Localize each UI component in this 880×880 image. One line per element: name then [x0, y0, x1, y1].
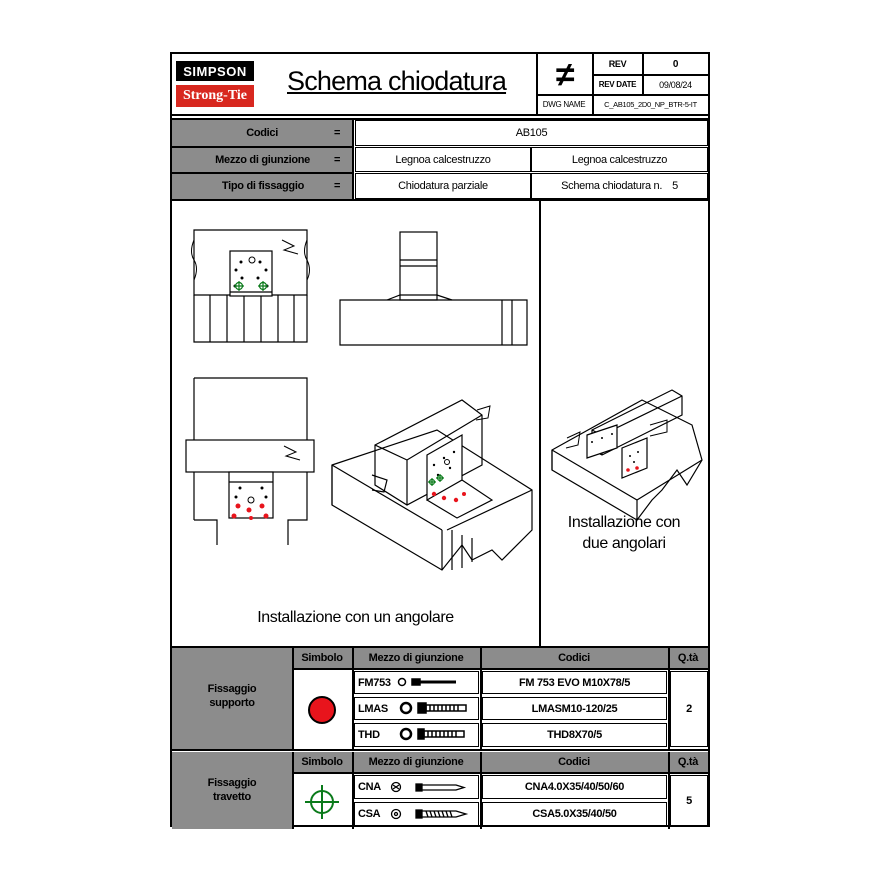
info-value-mezzo-right: Legnoa calcestruzzo	[571, 153, 668, 166]
anchor-head-icon	[399, 679, 406, 686]
info-label-mezzo: Mezzo di giunzione	[215, 153, 310, 166]
beam-col-symbol: Simbolo	[301, 756, 343, 768]
beam-row-0-means: CNA	[358, 781, 381, 793]
support-row-2-code: THD8X70/5	[547, 729, 602, 741]
caption-two-brackets-line2: due angolari	[582, 535, 666, 552]
red-dot-symbol-icon	[306, 694, 338, 726]
front-view-one-bracket	[192, 230, 310, 342]
isometric-view-two	[552, 390, 702, 520]
caption-one-bracket: Installazione con un angolare	[257, 609, 454, 626]
rev-value: 0	[672, 58, 679, 70]
beam-row-1-means: CSA	[358, 808, 381, 820]
csa-head-icon	[392, 810, 401, 819]
support-row-1-means: LMAS	[358, 702, 388, 715]
rev-date-label: REV DATE	[598, 80, 637, 89]
logo-strongtie-text: Strong-Tie	[182, 88, 248, 103]
green-crosshair-symbol-icon	[302, 782, 342, 822]
rev-label: REV	[608, 59, 627, 69]
info-label-tipo: Tipo di fissaggio	[221, 180, 304, 192]
drawing-sheet	[170, 52, 710, 827]
not-equal-symbol: ≠	[555, 55, 575, 94]
support-group-label	[172, 682, 292, 710]
beam-row-1-code: CSA5.0X35/40/50	[532, 808, 617, 820]
caption-two-brackets	[540, 512, 708, 554]
support-qty: 2	[686, 703, 692, 715]
beam-fastener-icons	[386, 775, 479, 826]
support-fastener-icons	[394, 671, 479, 747]
caption-two-brackets-line1: Installazione con	[567, 514, 681, 531]
beam-col-means: Mezzo di giunzione	[368, 756, 464, 768]
info-value-tipo-right	[531, 173, 708, 199]
page-title: Schema chiodatura	[287, 66, 507, 96]
beam-group-label-1: Fissaggio	[207, 777, 257, 789]
support-col-qty: Q.tà	[677, 652, 699, 664]
dwg-name-label: DWG NAME	[542, 100, 586, 109]
logo-strongtie	[176, 85, 254, 107]
support-row-2-means: THD	[358, 729, 380, 741]
rev-date-value: 09/08/24	[659, 79, 692, 90]
info-eq-mezzo: =	[333, 153, 341, 166]
info-value-codici: AB105	[515, 127, 548, 139]
info-eq-codici: =	[333, 127, 341, 139]
plan-view	[186, 378, 314, 545]
support-col-means: Mezzo di giunzione	[368, 652, 464, 664]
beam-col-qty: Q.tà	[677, 756, 699, 768]
schema-number: 5	[672, 180, 678, 192]
installation-drawings	[172, 200, 708, 646]
info-label-codici: Codici	[246, 127, 278, 139]
support-group-label-2: supporto	[209, 697, 255, 709]
info-eq-tipo: =	[333, 180, 341, 192]
beam-qty: 5	[686, 794, 692, 807]
side-view	[340, 232, 527, 345]
support-row-1-code: LMASM10-120/25	[531, 702, 618, 715]
thd-head-icon	[401, 729, 411, 739]
info-value-mezzo-left: Legnoa calcestruzzo	[395, 153, 491, 166]
logo-simpson	[176, 61, 254, 81]
beam-row-0-code: CNA4.0X35/40/50/60	[524, 781, 625, 793]
support-col-codes: Codici	[558, 652, 590, 664]
logo-simpson-text: SIMPSON	[183, 63, 247, 79]
dwg-name-value: C_AB105_2D0_NP_BTR-5-IT	[604, 100, 697, 109]
support-group-label-1: Fissaggio	[207, 683, 257, 695]
support-col-symbol: Simbolo	[301, 652, 343, 664]
schema-label: Schema chiodatura n.	[561, 180, 663, 192]
lmas-head-icon	[401, 703, 411, 713]
info-value-tipo-left: Chiodatura parziale	[398, 180, 488, 192]
support-row-0-means: FM753	[358, 676, 391, 689]
beam-group-label	[172, 776, 292, 804]
beam-col-codes: Codici	[558, 756, 590, 768]
support-row-0-code: FM 753 EVO M10X78/5	[518, 676, 631, 689]
beam-group-label-2: travetto	[213, 791, 251, 803]
